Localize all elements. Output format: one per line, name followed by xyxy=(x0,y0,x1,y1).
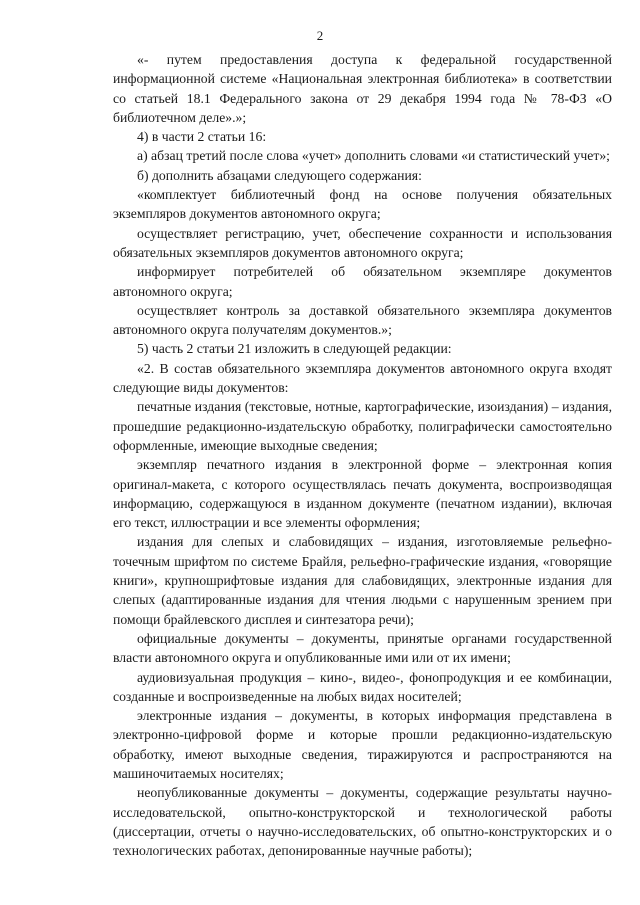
paragraph-acquires-fund: «комплектует библиотечный фонд на основе получения обязательных экземпляров документов автономного округа; xyxy=(113,187,612,222)
paragraph-audiovisual: аудиовизуальная продукция – кино-, видео-, фонопродукция и ее комбинации, созданные и воспроизведенные на любых видах носителей; xyxy=(113,669,612,704)
paragraph-composition: «2. В состав обязательного экземпляра документов автономного округа входят следующие виды документов: xyxy=(113,360,612,396)
paragraph-official-documents: официальные документы – документы, принятые органами государственной власти автономного округа и опубликованные ими или от их имени; xyxy=(113,630,612,666)
paragraph-subitem-b: б) дополнить абзацами следующего содержания: xyxy=(137,167,422,183)
paragraph-informs: информирует потребителей об обязательном экземпляре документов автономного округа; xyxy=(113,264,612,299)
paragraph-electronic-editions: электронные издания – документы, в которых информация представлена в электронно-цифровой форме и которые прошли редакционно-издательскую обработку, имеют выходные сведения, тиражируются и распространяются на машиночитаемых носителях; xyxy=(113,708,612,781)
paragraph-blind-editions: издания для слепых и слабовидящих – издания, изготовляемые рельефно-точечным шрифтом по системе Брайля, рельефно-графические издания, «говорящие книги», крупношрифтовые издания для слабовидящих, электронные издания для слепых (адаптированные издания для чтения людьми с нарушенным зрением при помощи брайлевского дисплея и синтезатора речи); xyxy=(113,534,612,627)
page-number: 2 xyxy=(316,28,324,43)
paragraph-control: осуществляет контроль за доставкой обязательного экземпляра документов автономного округа получателям документов.»; xyxy=(113,302,612,338)
paragraph-quote-access: «- путем предоставления доступа к федеральной государственной информационной системе «Национальная электронная библиотека» в соответствии со статьей 18.1 Федерального закона от 29 декабря 1994 года № 78-ФЗ «О библиотечном деле».»; xyxy=(113,52,612,125)
document-body xyxy=(113,50,612,860)
paragraph-item-5: 5) часть 2 статьи 21 изложить в следующей редакции: xyxy=(137,341,452,357)
paragraph-printed-editions: печатные издания (текстовые, нотные, картографические, изоиздания) – издания, прошедшие редакционно-издательскую обработку, полиграфически самостоятельно оформленные, имеющие выходные сведения; xyxy=(113,399,612,453)
paragraph-unpublished: неопубликованные документы – документы, содержащие результаты научно-исследовательской, опытно-конструкторской и технологической работы (диссертации, отчеты о научно-исследовательских, об опытно-конструкторских и о технологических работах, депонированные научные работы); xyxy=(113,785,612,859)
paragraph-electronic-copy: экземпляр печатного издания в электронной форме – электронная копия оригинал-макета, с которого осуществлялась печать документа, воспроизводящая информацию, содержащуюся в изданном документе (печатном издании), включая его текст, иллюстрации и все элементы оформления; xyxy=(113,457,612,531)
paragraph-registration: осуществляет регистрацию, учет, обеспечение сохранности и использования обязательных экземпляров документов автономного округа; xyxy=(113,225,612,260)
paragraph-subitem-a: а) абзац третий после слова «учет» дополнить словами «и статистический учет»; xyxy=(137,148,610,164)
paragraph-item-4: 4) в части 2 статьи 16: xyxy=(137,129,267,145)
